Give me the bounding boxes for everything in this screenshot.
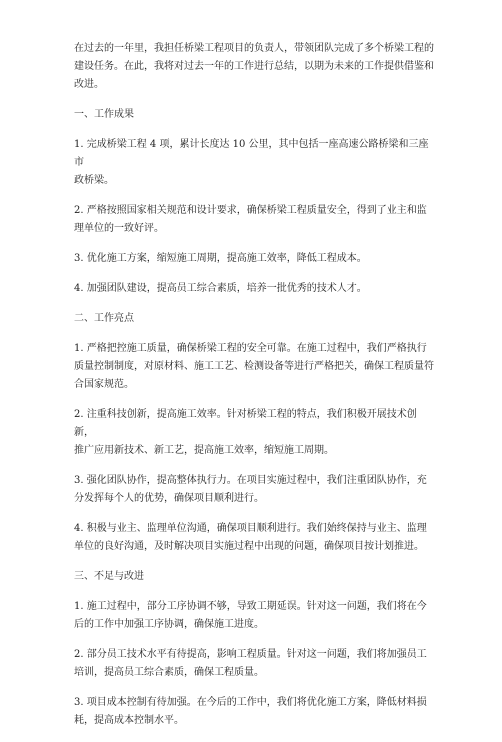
list-item [74,250,434,268]
document-page [74,40,434,742]
text-line: 理单位的一致好评。 [74,223,164,234]
text-line: 质量控制制度，对原材料、施工工艺、检测设备等进行严格把关，确保工程质量符 [74,361,434,372]
text-line: 政桥梁。 [74,175,114,186]
text-line: 3. 强化团队协作，提高整体执行力。在项目实施过程中，我们注重团队协作，充 [74,475,427,486]
list-item [74,136,434,190]
list-item [74,472,434,508]
list-item [74,340,434,394]
list-item [74,406,434,460]
text-line: 2. 部分员工技术水平有待提高，影响工程质量。针对这一问题，我们将加强员工 [74,649,427,660]
text-line: 1. 严格把控施工质量，确保桥梁工程的安全可靠。在施工过程中，我们严格执行 [74,343,427,354]
text-line: 后的工作中加强工序协调，确保施工进度。 [74,619,264,630]
text-line: 单位的良好沟通，及时解决项目实施过程中出现的问题，确保项目按计划推进。 [74,541,424,552]
text-line: 3. 项目成本控制有待加强。在今后的工作中，我们将优化施工方案，降低材料损 [74,697,427,708]
text-line: 4. 积极与业主、监理单位沟通，确保项目顺利进行。我们始终保持与业主、监理 [74,523,427,534]
text-line: 耗，提高成本控制水平。 [74,715,184,726]
list-item [74,646,434,682]
text-line: 建设任务。在此，我将对过去一年的工作进行总结，以期为未来的工作提供借鉴和 [74,61,434,72]
list-item [74,520,434,556]
section-heading-achievements: 一、工作成果 [74,109,134,120]
section-heading-improvements: 三、不足与改进 [74,571,144,582]
text-line: 合国家规范。 [74,379,134,390]
text-line: 推广应用新技术、新工艺，提高施工效率，缩短施工周期。 [74,445,334,456]
text-line: 在过去的一年里，我担任桥梁工程项目的负责人，带领团队完成了多个桥梁工程的 [74,43,434,54]
text-line: 3. 优化施工方案，缩短施工周期，提高施工效率，降低工程成本。 [74,253,367,264]
text-line: 2. 注重科技创新，提高施工效率。针对桥梁工程的特点，我们积极开展技术创新， [74,409,417,438]
text-line: 1. 完成桥梁工程 4 项，累计长度达 10 公里，其中包括一座高速公路桥梁和三座市 [74,139,429,168]
text-line: 分发挥每个人的优势，确保项目顺利进行。 [74,493,264,504]
section-heading-highlights: 二、工作亮点 [74,313,134,324]
list-item [74,202,434,238]
list-item [74,280,434,298]
text-line: 2. 严格按照国家相关规范和设计要求，确保桥梁工程质量安全，得到了业主和监 [74,205,427,216]
list-item [74,598,434,634]
text-line: 改进。 [74,79,104,90]
intro-paragraph [74,40,434,94]
text-line: 4. 加强团队建设，提高员工综合素质，培养一批优秀的技术人才。 [74,283,367,294]
text-line: 培训，提高员工综合素质，确保工程质量。 [74,667,264,678]
text-line: 1. 施工过程中，部分工序协调不够，导致工期延误。针对这一问题，我们将在今 [74,601,427,612]
list-item [74,694,434,730]
